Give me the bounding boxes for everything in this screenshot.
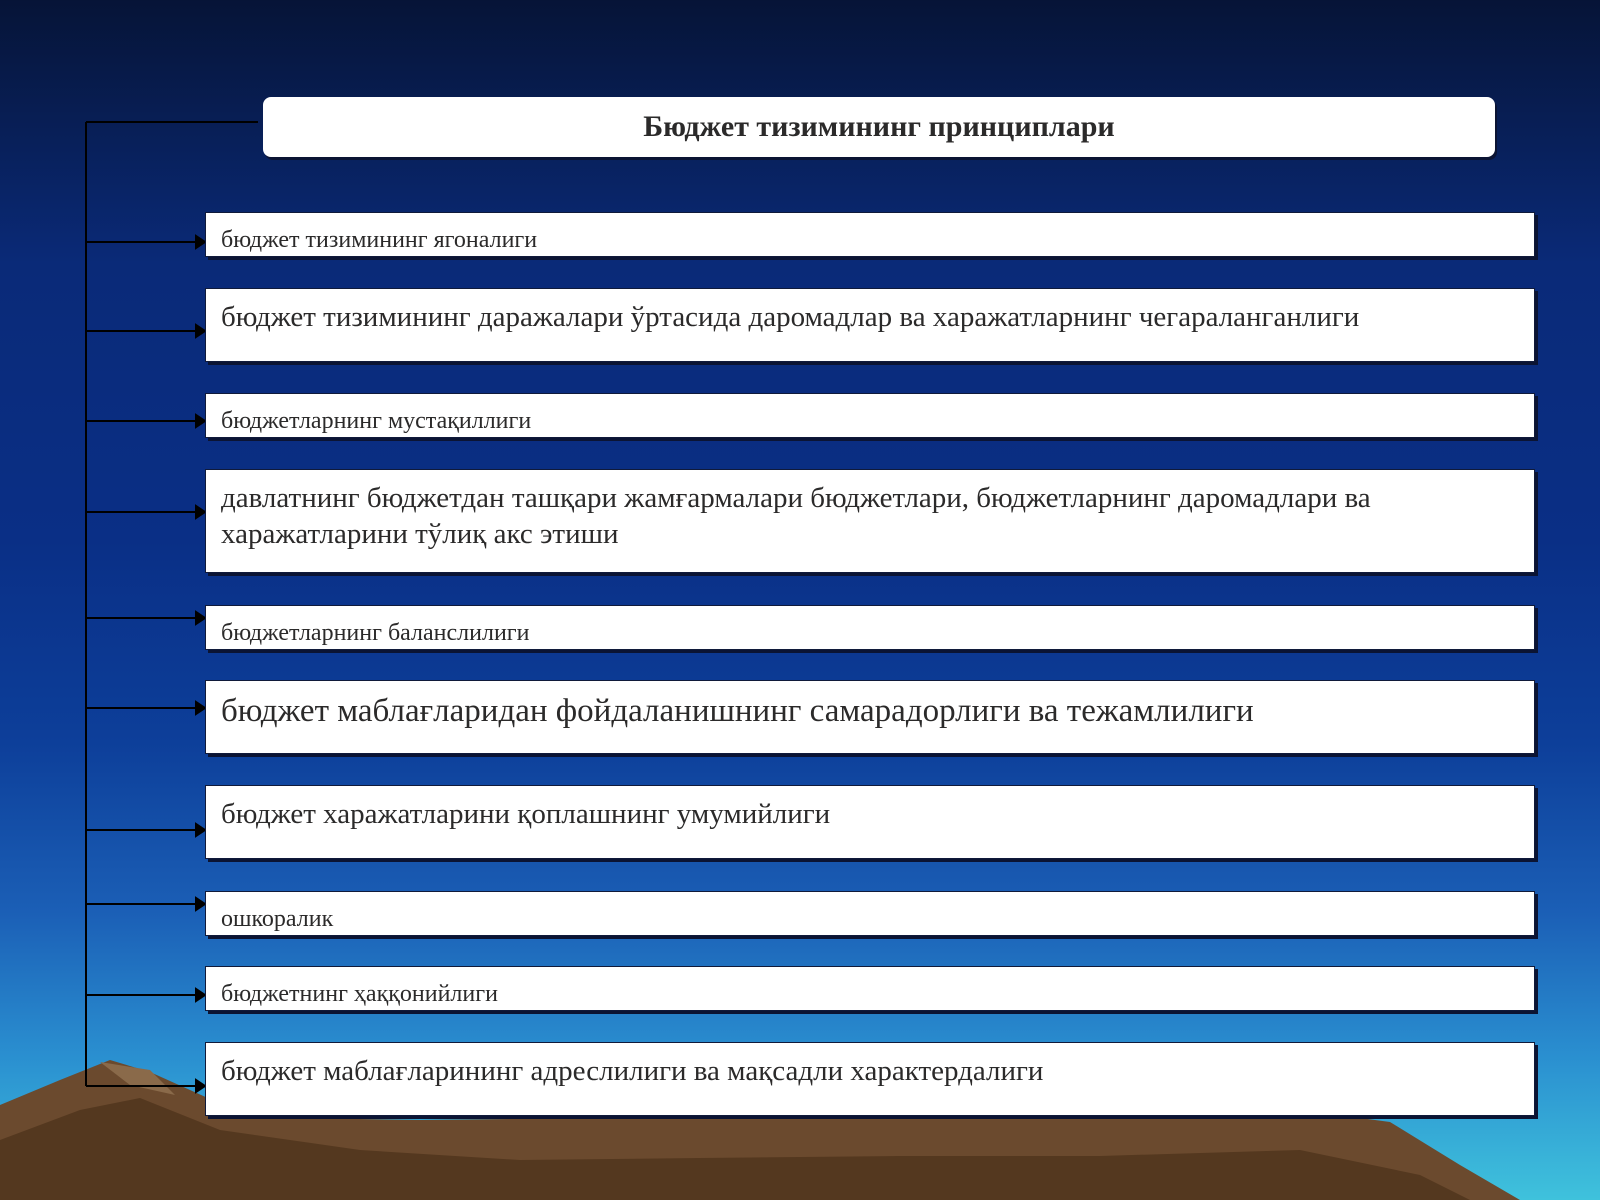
arrow-head-icon	[196, 1080, 205, 1092]
arrow-head-icon	[196, 989, 205, 1001]
arrow-head-icon	[196, 898, 205, 910]
principle-box-7: бюджет харажатларини қоплашнинг умумийлиги	[205, 785, 1535, 859]
principle-box-3: бюджетларнинг мустақиллиги	[205, 393, 1535, 438]
principle-box-10: бюджет маблағларининг адреслилиги ва мақсадли характердалиги	[205, 1042, 1535, 1116]
arrow-head-icon	[196, 612, 205, 624]
arrow-head-icon	[196, 325, 205, 337]
arrow-head-icon	[196, 236, 205, 248]
diagram-title: Бюджет тизимининг принциплари	[263, 97, 1495, 157]
principle-box-1: бюджет тизимининг ягоналиги	[205, 212, 1535, 257]
arrow-head-icon	[196, 824, 205, 836]
principle-box-2: бюджет тизимининг даражалари ўртасида даромадлар ва харажатларнинг чегараланганлиги	[205, 288, 1535, 362]
arrow-head-icon	[196, 506, 205, 518]
principle-box-4: давлатнинг бюджетдан ташқари жамғармалари бюджетлари, бюджетларнинг даромадлари ва харажатларини тўлиқ акс этиши	[205, 469, 1535, 573]
principle-box-6: бюджет маблағларидан фойдаланишнинг самарадорлиги ва тежамлилиги	[205, 680, 1535, 754]
principle-box-5: бюджетларнинг баланслилиги	[205, 605, 1535, 650]
principle-box-8: ошкоралик	[205, 891, 1535, 936]
arrow-head-icon	[196, 415, 205, 427]
arrow-head-icon	[196, 702, 205, 714]
principle-box-9: бюджетнинг ҳаққонийлиги	[205, 966, 1535, 1011]
